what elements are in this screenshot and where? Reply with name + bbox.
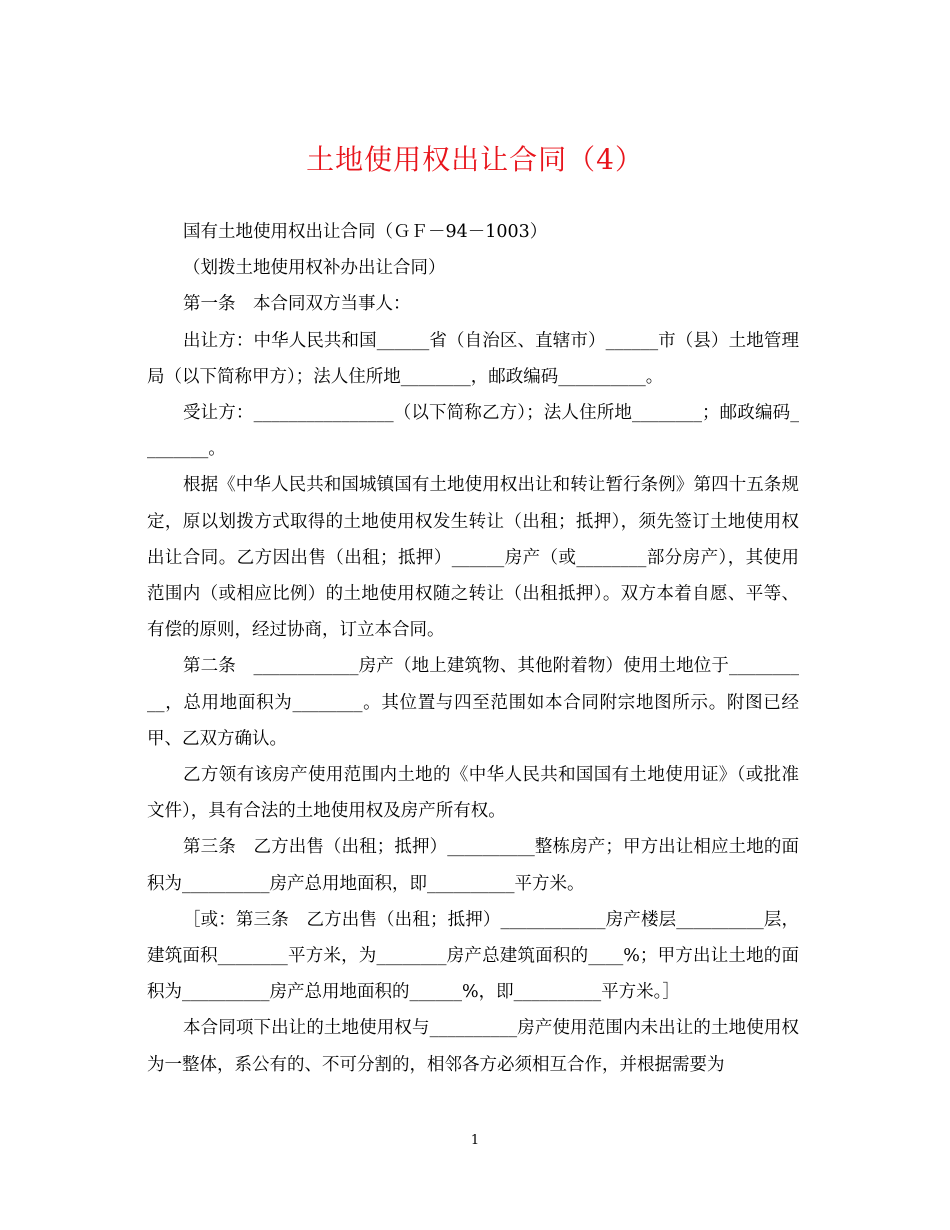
document-body	[147, 214, 799, 1083]
paragraph-legal-basis: 根据《中华人民共和国城镇国有土地使用权出让和转让暂行条例》第四十五条规定，原以划拨方式取得的土地使用权发生转让（出租；抵押），须先签订土地使用权出让合同。乙方因出售（出租；抵押）______房产（或________部分房产），其使用范围内（或相应比例）的土地使用权随之转让（出租抵押）。双方本着自愿、平等、有偿的原则，经过协商，订立本合同。	[147, 475, 799, 641]
paragraph-article-3-alternative: ［或：第三条 乙方出售（出租；抵押）____________房产楼层__________层，建筑面积________平方米，为________房产总建筑面积的____%；甲方出让土地的面积为__________房产总用地面积的______%，即__________平方米。］	[147, 909, 799, 1003]
paragraph-article-2: 第二条 ____________房产（地上建筑物、其他附着物）使用土地位于__________，总用地面积为________。其位置与四至范围如本合同附宗地图所示。附图已经甲、乙双方确认。	[147, 656, 799, 749]
paragraph-grantee: 受让方：________________（以下简称乙方）；法人住所地________；邮政编码________。	[147, 403, 799, 460]
document-title: 土地使用权出让合同（4）	[306, 143, 644, 176]
paragraph-contract-subtitle: （划拨土地使用权补办出让合同）	[183, 258, 446, 279]
paragraph-grantor: 出让方：中华人民共和国______省（自治区、直辖市）______市（县）土地管理局（以下简称甲方）；法人住所地________，邮政编码__________。	[147, 330, 799, 387]
paragraph-article-3: 第三条 乙方出售（出租；抵押）__________整栋房产；甲方出让相应土地的面积为__________房产总用地面积，即__________平方米。	[147, 837, 799, 894]
paragraph-article-1-heading: 第一条 本合同双方当事人：	[183, 294, 411, 315]
page-number: 1	[470, 1133, 480, 1148]
paragraph-contract-code: 国有土地使用权出让合同（ＧＦ－94－1003）	[183, 222, 548, 242]
paragraph-land-certificate: 乙方领有该房产使用范围内土地的《中华人民共和国国有土地使用证》（或批准文件），具有合法的土地使用权及房产所有权。	[147, 765, 799, 822]
paragraph-shared-land-use: 本合同项下出让的土地使用权与__________房产使用范围内未出让的土地使用权为一整体，系公有的、不可分割的，相邻各方必须相互合作，并根据需要为	[147, 1018, 799, 1075]
